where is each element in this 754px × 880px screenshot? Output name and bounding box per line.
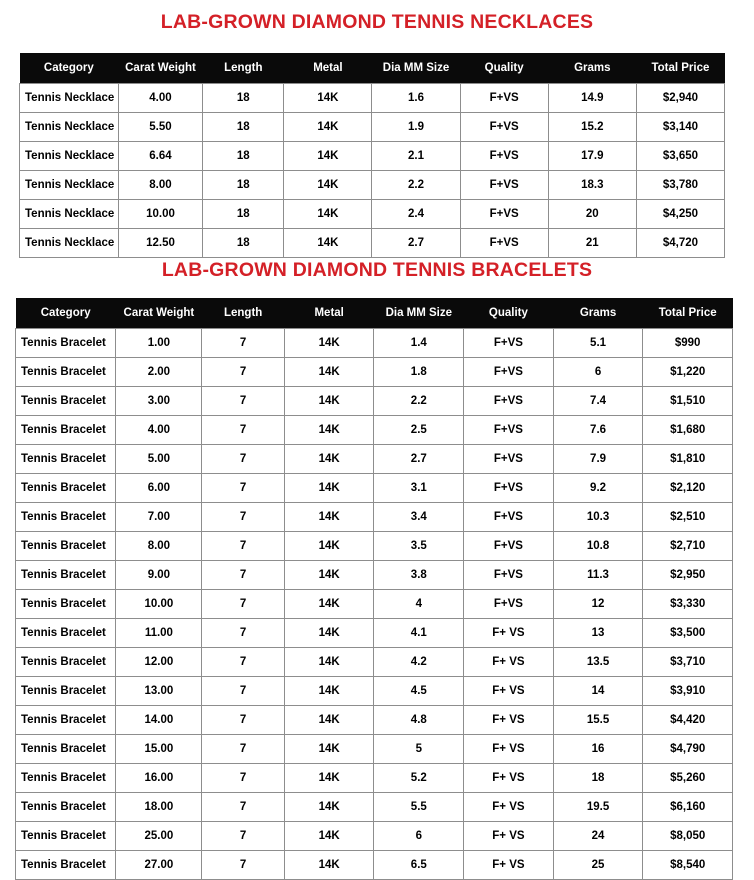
cell-total-price: $3,500: [643, 619, 733, 648]
table-header-row: [20, 53, 725, 84]
cell-total-price: $3,650: [636, 142, 724, 171]
cell-total-price: $2,710: [643, 532, 733, 561]
cell-carat-weight: 14.00: [116, 706, 202, 735]
cell-metal: 14K: [284, 171, 372, 200]
cell-grams: 10.8: [553, 532, 643, 561]
cell-total-price: $1,810: [643, 445, 733, 474]
cell-length: 7: [202, 822, 284, 851]
cell-metal: 14K: [284, 706, 374, 735]
cell-metal: 14K: [284, 561, 374, 590]
table-row: [16, 474, 733, 503]
cell-carat-weight: 6.00: [116, 474, 202, 503]
column-header-length: Length: [202, 298, 284, 329]
cell-grams: 10.3: [553, 503, 643, 532]
cell-metal: 14K: [284, 793, 374, 822]
cell-dia-mm-size: 5.2: [374, 764, 464, 793]
cell-dia-mm-size: 2.7: [374, 445, 464, 474]
table-row: [16, 764, 733, 793]
cell-grams: 20: [548, 200, 636, 229]
cell-length: 7: [202, 648, 284, 677]
cell-total-price: $990: [643, 329, 733, 358]
cell-category: Tennis Bracelet: [16, 561, 116, 590]
cell-quality: F+VS: [464, 474, 554, 503]
column-header-quality: Quality: [460, 53, 548, 84]
cell-carat-weight: 10.00: [118, 200, 203, 229]
table-row: [16, 503, 733, 532]
cell-length: 7: [202, 358, 284, 387]
bracelets-price-table: [15, 298, 733, 880]
cell-category: Tennis Necklace: [20, 229, 119, 258]
table-row: [20, 113, 725, 142]
cell-quality: F+VS: [460, 142, 548, 171]
cell-grams: 21: [548, 229, 636, 258]
cell-total-price: $1,220: [643, 358, 733, 387]
cell-length: 7: [202, 677, 284, 706]
cell-dia-mm-size: 5.5: [374, 793, 464, 822]
table-row: [20, 84, 725, 113]
column-header-metal: Metal: [284, 53, 372, 84]
cell-length: 7: [202, 619, 284, 648]
cell-grams: 24: [553, 822, 643, 851]
column-header-length: Length: [203, 53, 284, 84]
necklaces-table-body: [20, 84, 725, 258]
cell-dia-mm-size: 3.8: [374, 561, 464, 590]
cell-total-price: $4,250: [636, 200, 724, 229]
cell-metal: 14K: [284, 474, 374, 503]
cell-length: 7: [202, 416, 284, 445]
cell-total-price: $8,050: [643, 822, 733, 851]
cell-carat-weight: 8.00: [116, 532, 202, 561]
cell-carat-weight: 8.00: [118, 171, 203, 200]
cell-length: 18: [203, 200, 284, 229]
cell-length: 7: [202, 503, 284, 532]
table-row: [16, 735, 733, 764]
cell-grams: 15.5: [553, 706, 643, 735]
cell-category: Tennis Bracelet: [16, 851, 116, 880]
table-row: [16, 561, 733, 590]
cell-total-price: $2,950: [643, 561, 733, 590]
cell-carat-weight: 15.00: [116, 735, 202, 764]
table-row: [16, 619, 733, 648]
cell-quality: F+VS: [464, 561, 554, 590]
cell-category: Tennis Bracelet: [16, 706, 116, 735]
table-row: [16, 416, 733, 445]
column-header-carat-weight: Carat Weight: [118, 53, 203, 84]
cell-metal: 14K: [284, 735, 374, 764]
cell-quality: F+VS: [460, 84, 548, 113]
table-row: [16, 387, 733, 416]
cell-category: Tennis Necklace: [20, 142, 119, 171]
cell-quality: F+VS: [464, 358, 554, 387]
table-row: [16, 677, 733, 706]
cell-length: 7: [202, 735, 284, 764]
cell-length: 7: [202, 561, 284, 590]
cell-length: 18: [203, 229, 284, 258]
column-header-grams: Grams: [553, 298, 643, 329]
cell-total-price: $4,420: [643, 706, 733, 735]
cell-length: 7: [202, 474, 284, 503]
cell-quality: F+VS: [460, 229, 548, 258]
cell-carat-weight: 25.00: [116, 822, 202, 851]
cell-dia-mm-size: 4.8: [374, 706, 464, 735]
cell-dia-mm-size: 2.5: [374, 416, 464, 445]
cell-carat-weight: 3.00: [116, 387, 202, 416]
cell-category: Tennis Bracelet: [16, 358, 116, 387]
cell-grams: 9.2: [553, 474, 643, 503]
cell-quality: F+ VS: [464, 648, 554, 677]
table-header-row: [16, 298, 733, 329]
cell-carat-weight: 12.00: [116, 648, 202, 677]
cell-total-price: $3,780: [636, 171, 724, 200]
cell-carat-weight: 10.00: [116, 590, 202, 619]
cell-total-price: $8,540: [643, 851, 733, 880]
cell-metal: 14K: [284, 113, 372, 142]
cell-carat-weight: 5.50: [118, 113, 203, 142]
cell-metal: 14K: [284, 200, 372, 229]
cell-quality: F+ VS: [464, 793, 554, 822]
cell-carat-weight: 11.00: [116, 619, 202, 648]
cell-total-price: $3,330: [643, 590, 733, 619]
page-title-bracelets: LAB-GROWN DIAMOND TENNIS BRACELETS: [161, 259, 593, 281]
cell-grams: 13.5: [553, 648, 643, 677]
cell-metal: 14K: [284, 387, 374, 416]
cell-carat-weight: 7.00: [116, 503, 202, 532]
cell-dia-mm-size: 2.2: [374, 387, 464, 416]
table-row: [16, 793, 733, 822]
necklaces-table-head: [20, 53, 725, 84]
table-row: [20, 200, 725, 229]
cell-total-price: $5,260: [643, 764, 733, 793]
cell-metal: 14K: [284, 229, 372, 258]
cell-length: 7: [202, 764, 284, 793]
cell-quality: F+VS: [464, 329, 554, 358]
cell-carat-weight: 9.00: [116, 561, 202, 590]
cell-carat-weight: 4.00: [118, 84, 203, 113]
column-header-dia-mm-size: Dia MM Size: [372, 53, 460, 84]
cell-total-price: $1,680: [643, 416, 733, 445]
cell-quality: F+ VS: [464, 735, 554, 764]
cell-category: Tennis Bracelet: [16, 445, 116, 474]
cell-carat-weight: 18.00: [116, 793, 202, 822]
cell-grams: 17.9: [548, 142, 636, 171]
cell-metal: 14K: [284, 851, 374, 880]
cell-quality: F+ VS: [464, 619, 554, 648]
cell-category: Tennis Bracelet: [16, 590, 116, 619]
cell-total-price: $6,160: [643, 793, 733, 822]
cell-grams: 25: [553, 851, 643, 880]
cell-total-price: $3,140: [636, 113, 724, 142]
table-row: [16, 358, 733, 387]
cell-length: 18: [203, 142, 284, 171]
cell-dia-mm-size: 2.7: [372, 229, 460, 258]
cell-grams: 7.9: [553, 445, 643, 474]
cell-category: Tennis Bracelet: [16, 387, 116, 416]
cell-dia-mm-size: 5: [374, 735, 464, 764]
table-row: [16, 590, 733, 619]
cell-metal: 14K: [284, 619, 374, 648]
cell-length: 7: [202, 387, 284, 416]
cell-quality: F+ VS: [464, 822, 554, 851]
table-row: [16, 532, 733, 561]
table-row: [16, 329, 733, 358]
cell-metal: 14K: [284, 142, 372, 171]
table-row: [16, 822, 733, 851]
cell-metal: 14K: [284, 416, 374, 445]
cell-category: Tennis Bracelet: [16, 619, 116, 648]
cell-category: Tennis Necklace: [20, 171, 119, 200]
cell-grams: 6: [553, 358, 643, 387]
cell-grams: 13: [553, 619, 643, 648]
cell-quality: F+ VS: [464, 677, 554, 706]
table-row: [20, 229, 725, 258]
cell-dia-mm-size: 1.4: [374, 329, 464, 358]
cell-grams: 7.4: [553, 387, 643, 416]
cell-dia-mm-size: 4.2: [374, 648, 464, 677]
cell-quality: F+VS: [464, 387, 554, 416]
necklaces-price-table: [19, 53, 725, 258]
table-row: [20, 171, 725, 200]
cell-length: 7: [202, 706, 284, 735]
cell-total-price: $3,910: [643, 677, 733, 706]
cell-dia-mm-size: 4.1: [374, 619, 464, 648]
cell-quality: F+ VS: [464, 851, 554, 880]
cell-grams: 7.6: [553, 416, 643, 445]
cell-category: Tennis Bracelet: [16, 648, 116, 677]
cell-carat-weight: 2.00: [116, 358, 202, 387]
column-header-quality: Quality: [464, 298, 554, 329]
cell-category: Tennis Bracelet: [16, 677, 116, 706]
cell-dia-mm-size: 3.5: [374, 532, 464, 561]
cell-metal: 14K: [284, 503, 374, 532]
cell-carat-weight: 1.00: [116, 329, 202, 358]
cell-metal: 14K: [284, 445, 374, 474]
cell-length: 18: [203, 84, 284, 113]
cell-category: Tennis Bracelet: [16, 416, 116, 445]
cell-quality: F+VS: [464, 416, 554, 445]
table-row: [16, 706, 733, 735]
cell-grams: 14.9: [548, 84, 636, 113]
cell-length: 7: [202, 590, 284, 619]
bracelets-table-head: [16, 298, 733, 329]
cell-category: Tennis Necklace: [20, 113, 119, 142]
cell-length: 18: [203, 113, 284, 142]
cell-quality: F+VS: [464, 532, 554, 561]
cell-grams: 18: [553, 764, 643, 793]
cell-quality: F+VS: [460, 171, 548, 200]
column-header-metal: Metal: [284, 298, 374, 329]
cell-category: Tennis Bracelet: [16, 503, 116, 532]
cell-carat-weight: 5.00: [116, 445, 202, 474]
cell-total-price: $2,510: [643, 503, 733, 532]
page-title-necklaces: LAB-GROWN DIAMOND TENNIS NECKLACES: [160, 11, 594, 33]
cell-metal: 14K: [284, 677, 374, 706]
cell-total-price: $3,710: [643, 648, 733, 677]
cell-length: 7: [202, 793, 284, 822]
table-row: [16, 851, 733, 880]
cell-dia-mm-size: 3.1: [374, 474, 464, 503]
cell-total-price: $4,720: [636, 229, 724, 258]
cell-quality: F+VS: [460, 113, 548, 142]
cell-category: Tennis Bracelet: [16, 735, 116, 764]
cell-grams: 16: [553, 735, 643, 764]
table-row: [16, 445, 733, 474]
cell-category: Tennis Bracelet: [16, 474, 116, 503]
cell-carat-weight: 6.64: [118, 142, 203, 171]
cell-total-price: $2,940: [636, 84, 724, 113]
cell-total-price: $4,790: [643, 735, 733, 764]
cell-dia-mm-size: 4.5: [374, 677, 464, 706]
cell-category: Tennis Bracelet: [16, 764, 116, 793]
cell-dia-mm-size: 1.9: [372, 113, 460, 142]
cell-category: Tennis Necklace: [20, 200, 119, 229]
cell-grams: 5.1: [553, 329, 643, 358]
cell-grams: 18.3: [548, 171, 636, 200]
cell-metal: 14K: [284, 84, 372, 113]
cell-dia-mm-size: 2.2: [372, 171, 460, 200]
cell-dia-mm-size: 4: [374, 590, 464, 619]
cell-grams: 19.5: [553, 793, 643, 822]
cell-metal: 14K: [284, 822, 374, 851]
cell-length: 7: [202, 445, 284, 474]
cell-category: Tennis Necklace: [20, 84, 119, 113]
cell-category: Tennis Bracelet: [16, 329, 116, 358]
cell-carat-weight: 12.50: [118, 229, 203, 258]
cell-total-price: $2,120: [643, 474, 733, 503]
cell-quality: F+VS: [464, 590, 554, 619]
table-row: [16, 648, 733, 677]
cell-length: 18: [203, 171, 284, 200]
column-header-category: Category: [16, 298, 116, 329]
cell-length: 7: [202, 329, 284, 358]
cell-quality: F+ VS: [464, 764, 554, 793]
cell-carat-weight: 4.00: [116, 416, 202, 445]
cell-grams: 12: [553, 590, 643, 619]
bracelets-table-body: [16, 329, 733, 880]
cell-metal: 14K: [284, 532, 374, 561]
cell-carat-weight: 16.00: [116, 764, 202, 793]
cell-carat-weight: 13.00: [116, 677, 202, 706]
cell-length: 7: [202, 532, 284, 561]
cell-dia-mm-size: 2.4: [372, 200, 460, 229]
cell-category: Tennis Bracelet: [16, 822, 116, 851]
cell-length: 7: [202, 851, 284, 880]
cell-grams: 15.2: [548, 113, 636, 142]
cell-grams: 11.3: [553, 561, 643, 590]
cell-carat-weight: 27.00: [116, 851, 202, 880]
cell-metal: 14K: [284, 329, 374, 358]
column-header-total-price: Total Price: [636, 53, 724, 84]
cell-dia-mm-size: 1.6: [372, 84, 460, 113]
cell-quality: F+VS: [464, 445, 554, 474]
cell-grams: 14: [553, 677, 643, 706]
column-header-grams: Grams: [548, 53, 636, 84]
cell-category: Tennis Bracelet: [16, 532, 116, 561]
cell-total-price: $1,510: [643, 387, 733, 416]
cell-dia-mm-size: 2.1: [372, 142, 460, 171]
cell-metal: 14K: [284, 590, 374, 619]
cell-metal: 14K: [284, 648, 374, 677]
cell-dia-mm-size: 6.5: [374, 851, 464, 880]
column-header-total-price: Total Price: [643, 298, 733, 329]
cell-metal: 14K: [284, 358, 374, 387]
column-header-category: Category: [20, 53, 119, 84]
cell-metal: 14K: [284, 764, 374, 793]
cell-dia-mm-size: 6: [374, 822, 464, 851]
cell-dia-mm-size: 3.4: [374, 503, 464, 532]
cell-quality: F+VS: [464, 503, 554, 532]
cell-dia-mm-size: 1.8: [374, 358, 464, 387]
table-row: [20, 142, 725, 171]
cell-category: Tennis Bracelet: [16, 793, 116, 822]
cell-quality: F+VS: [460, 200, 548, 229]
column-header-carat-weight: Carat Weight: [116, 298, 202, 329]
cell-quality: F+ VS: [464, 706, 554, 735]
column-header-dia-mm-size: Dia MM Size: [374, 298, 464, 329]
